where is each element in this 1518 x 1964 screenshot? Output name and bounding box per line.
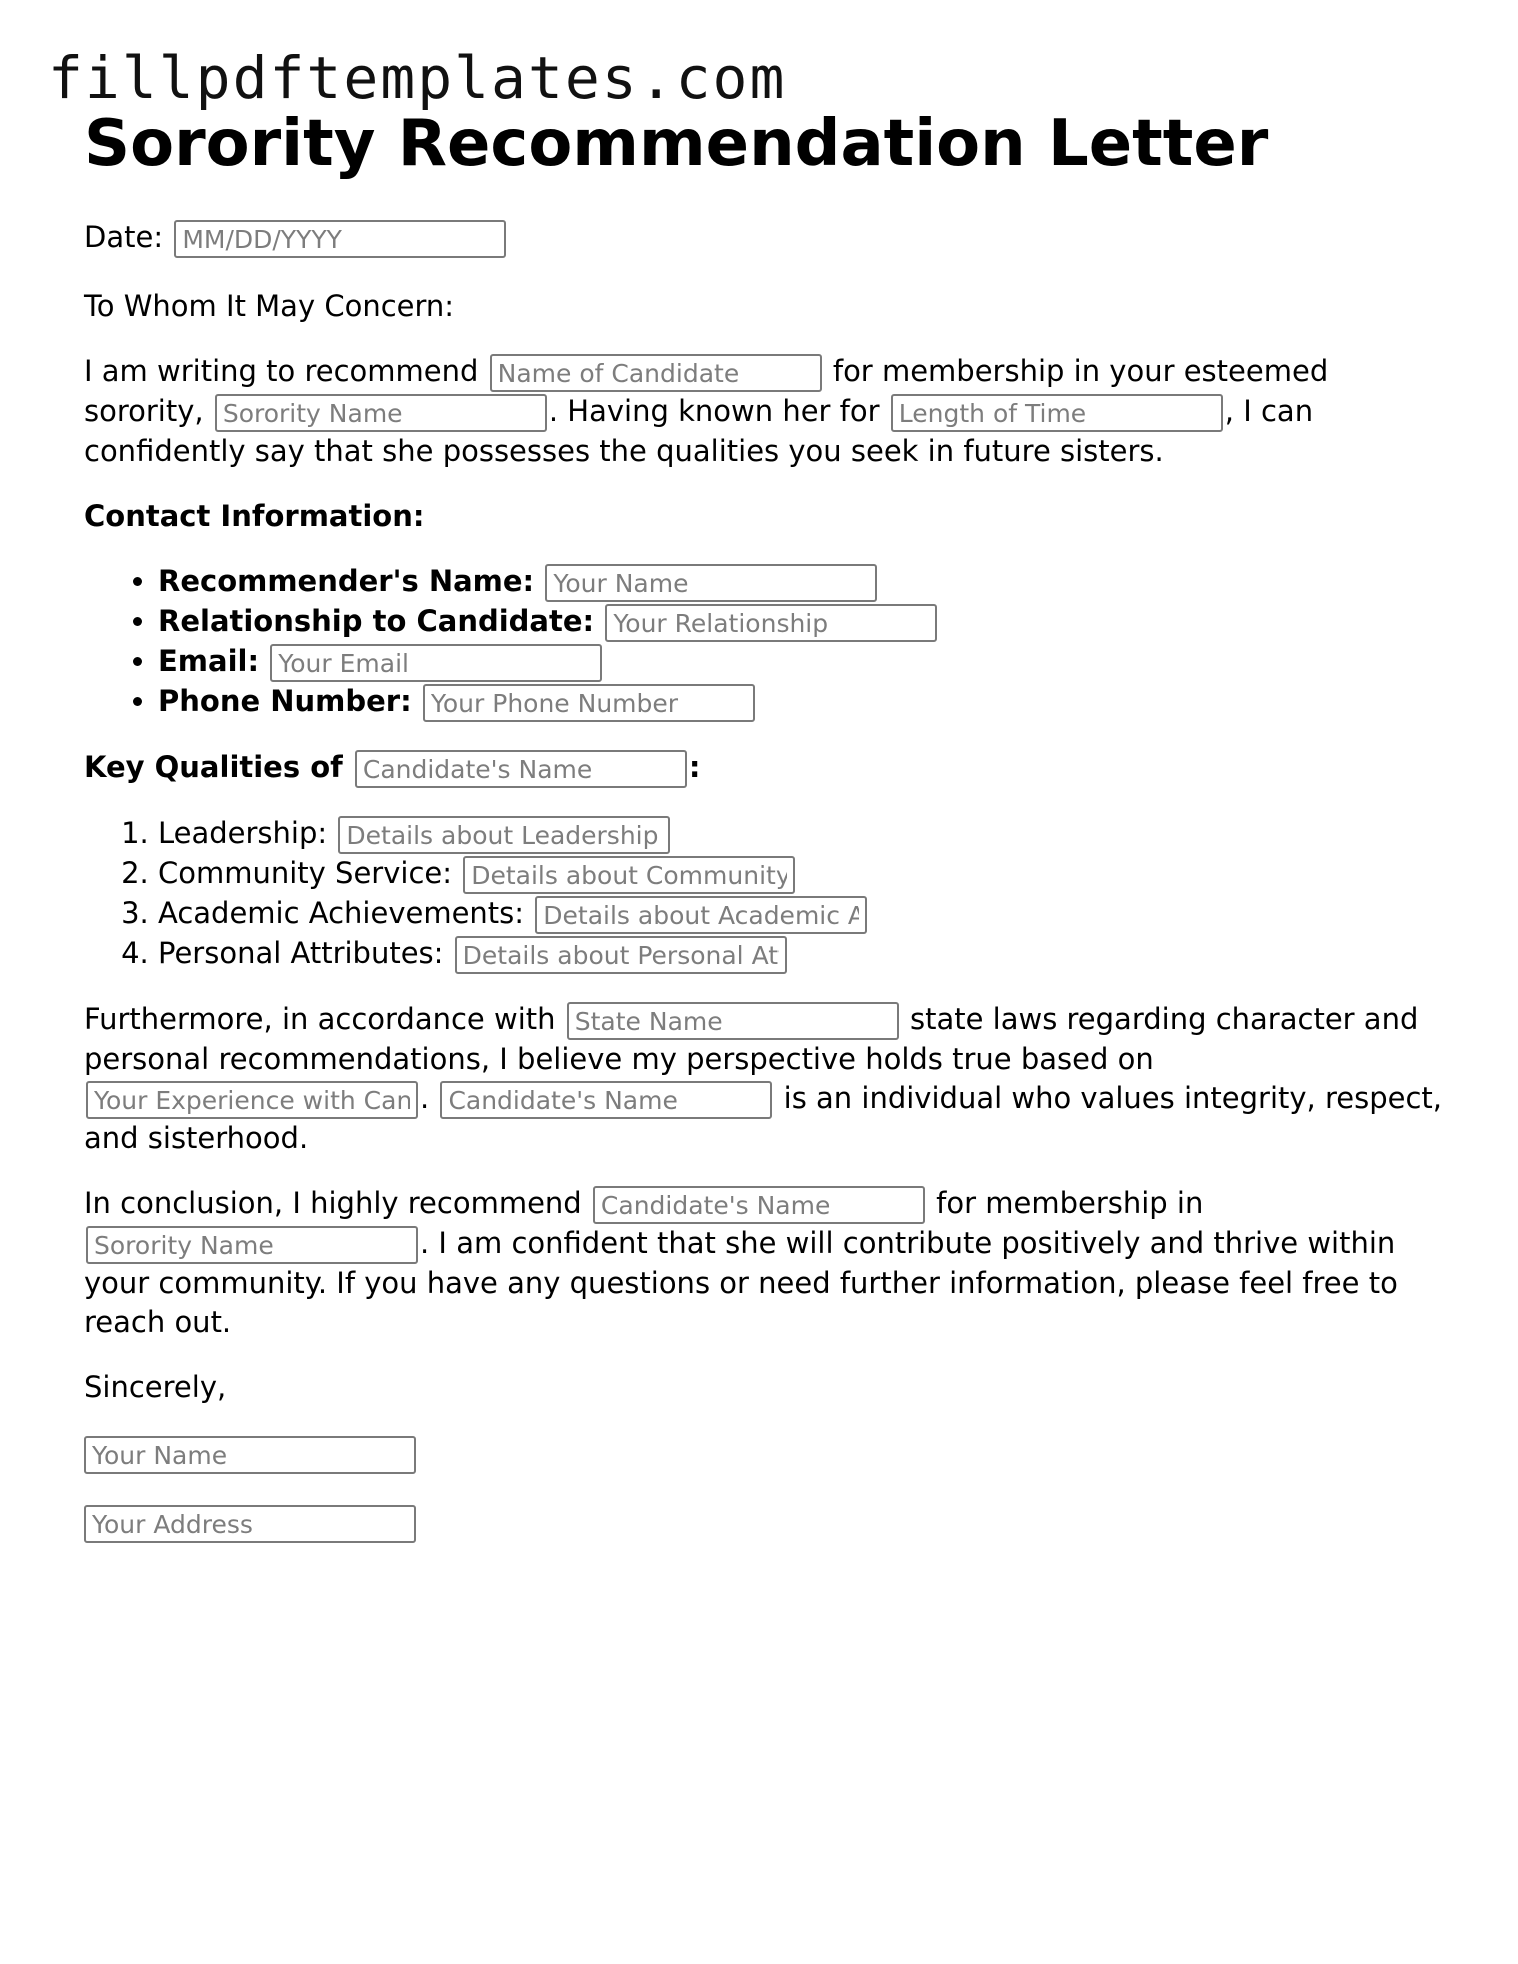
further-text-1: Furthermore, in accordance with [84,1002,556,1036]
conclusion-text-2: for membership in [936,1186,1204,1220]
recommender-name-input[interactable] [545,564,877,602]
intro-text-2: for membership in your esteemed sorority, [84,354,1329,428]
date-line [84,218,1444,258]
list-item [158,814,1444,854]
list-item [158,934,1444,974]
list-item [158,894,1444,934]
list-item [158,562,1444,602]
date-input[interactable] [174,220,506,258]
conclusion-text-3: . I am confident that she will contribute positively and thrive within your community. If you have any questions or need further information, please feel free to reach out. [84,1226,1398,1339]
contact-list [84,562,1444,722]
list-item [158,682,1444,722]
conclusion-sorority-input[interactable] [86,1226,418,1264]
further-text-4: is an individual who values integrity, respect, and sisterhood. [84,1081,1442,1155]
community-service-label: Community Service: [158,856,453,890]
conclusion-text-1: In conclusion, I highly recommend [84,1186,582,1220]
state-name-input[interactable] [567,1002,899,1040]
list-item [158,642,1444,682]
conclusion-paragraph [84,1184,1444,1342]
community-service-input[interactable] [463,856,795,894]
relationship-input[interactable] [605,604,937,642]
signature-name-row [84,1436,1444,1474]
signature-name-input[interactable] [84,1436,416,1474]
email-label: Email: [158,644,260,678]
length-of-time-input[interactable] [891,394,1223,432]
academic-input[interactable] [535,896,867,934]
qualities-candidate-input[interactable] [355,750,687,788]
further-text-3: . [420,1081,430,1115]
key-qualities-colon: : [688,750,701,784]
leadership-input[interactable] [338,816,670,854]
key-qualities-heading [84,748,1444,788]
list-item [158,854,1444,894]
intro-text-3: . Having known her for [548,394,880,428]
signature-address-row [84,1505,1444,1543]
signature-address-input[interactable] [84,1505,416,1543]
academic-label: Academic Achievements: [158,896,525,930]
sorority-name-input[interactable] [215,394,547,432]
date-label: Date: [84,220,164,254]
site-watermark: fillpdftemplates.com [48,44,787,112]
page-title: Sorority Recommendation Letter [84,107,1269,181]
relationship-label: Relationship to Candidate: [158,604,595,638]
contact-heading: Contact Information: [84,499,425,533]
key-qualities-label: Key Qualities of [84,750,343,784]
greeting: To Whom It May Concern: [84,289,455,323]
list-item [158,602,1444,642]
experience-input[interactable] [86,1081,418,1119]
furthermore-paragraph [84,1000,1444,1158]
intro-text-1: I am writing to recommend [84,354,479,388]
leadership-label: Leadership: [158,816,328,850]
further-candidate-input[interactable] [440,1081,772,1119]
further-text-2: state laws regarding character and personal recommendations, I believe my perspective holds true based on [84,1002,1419,1076]
phone-input[interactable] [423,684,755,722]
email-input[interactable] [270,644,602,682]
intro-paragraph [84,352,1444,471]
conclusion-candidate-input[interactable] [593,1186,925,1224]
letter-page [84,106,1444,1543]
candidate-name-input[interactable] [490,354,822,392]
phone-label: Phone Number: [158,684,412,718]
qualities-list [84,814,1444,974]
recommender-name-label: Recommender's Name: [158,564,535,598]
intro-text-4: , I can confidently say that she possesses the qualities you seek in future sisters. [84,394,1314,468]
closing: Sincerely, [84,1370,227,1404]
personal-attributes-label: Personal Attributes: [158,936,444,970]
personal-attributes-input[interactable] [455,936,787,974]
